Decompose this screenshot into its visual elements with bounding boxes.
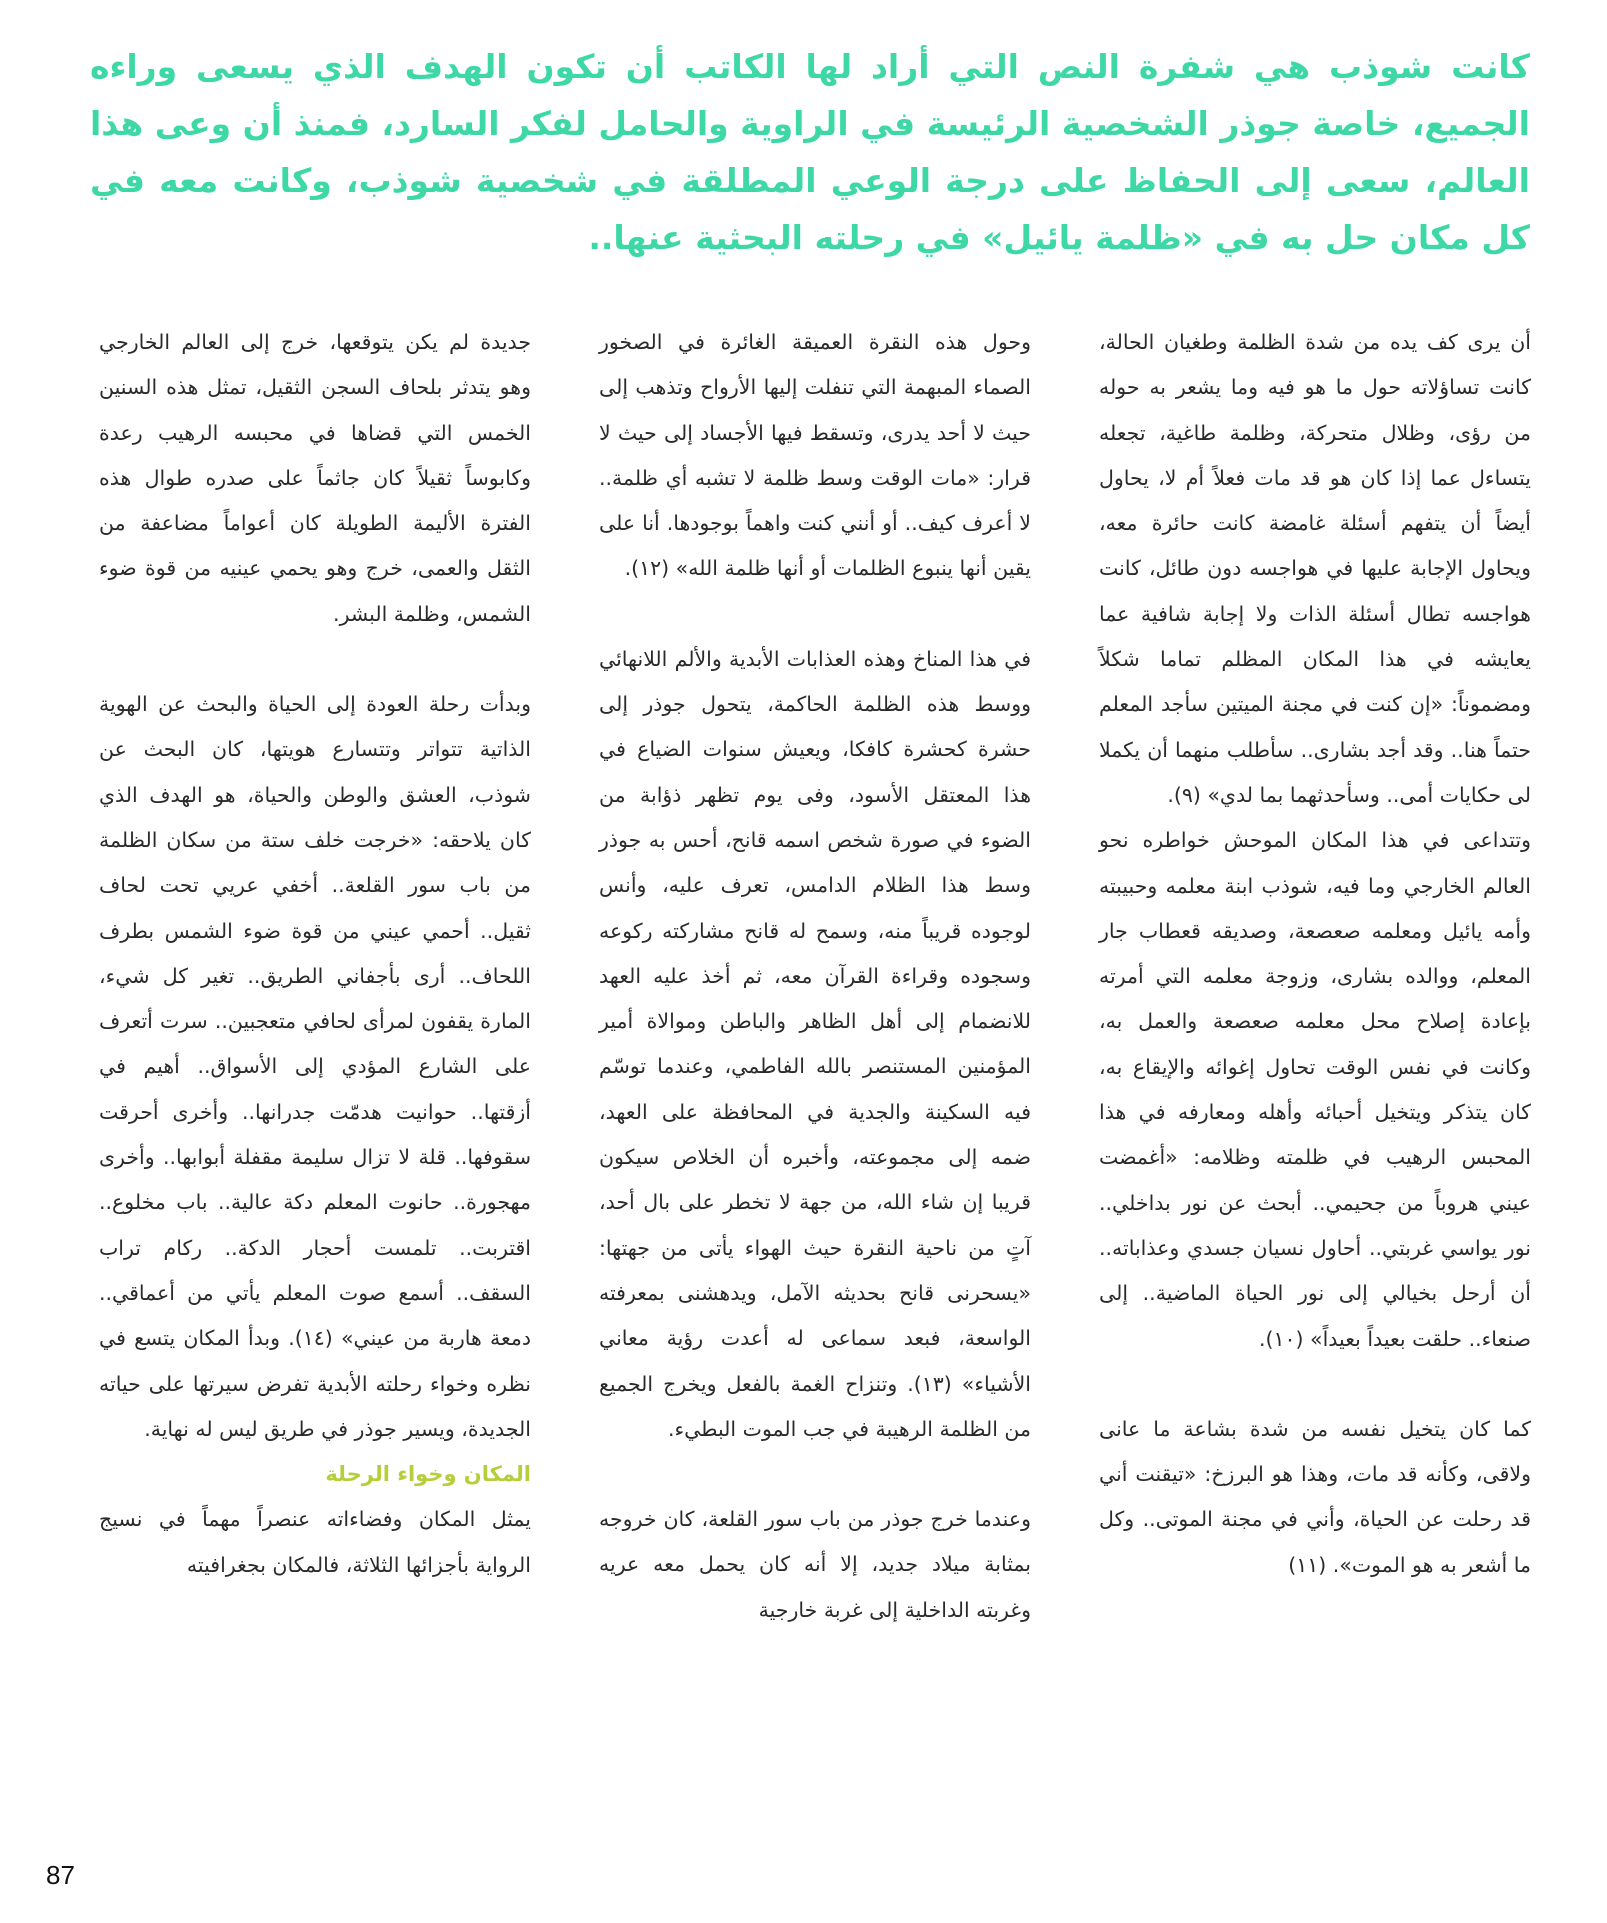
paragraph: في هذا المناخ وهذه العذابات الأبدية والألم اللانهائي ووسط هذه الظلمة الحاكمة، يتحول جوذر إلى حشرة كحشرة كافكا، ويعيش سنوات الضياع في هذا المعتقل الأسود، وفى يوم تظهر ذؤابة من الضوء في صورة شخص اسمه قانح، أحس به جوذر وسط هذا الظلام الدامس، تعرف عليه، وأنس لوجوده قريباً منه، وسمح له قانح مشاركته ركوعه وسجوده وقراءة القرآن معه، ثم أخذ عليه العهد للانضمام إلى أهل الظاهر والباطن وموالاة أمير المؤمنين المستنصر بالله الفاطمي، وعندما توسّم فيه السكينة والجدية في المحافظة على العهد، ضمه إلى مجموعته، وأخبره أن الخلاص سيكون قريبا إن شاء الله، من جهة لا تخطر على بال أحد، آتٍ من ناحية النقرة حيث الهواء يأتى من جهتها: «يسحرنى قانح بحديثه الآمل، ويدهشنى بمعرفته الواسعة، فبعد سماعى له أعدت رؤية معاني الأشياء» (١٣). وتنزاح الغمة بالفعل ويخرج الجميع من الظلمة الرهيبة في جب الموت البطيء. (599, 646, 1031, 1441)
paragraph: وبدأت رحلة العودة إلى الحياة والبحث عن الهوية الذاتية تتواتر وتتسارع هويتها، كان البحث عن شوذب، العشق والوطن والحياة، هو الهدف الذي كان يلاحقه: «خرجت خلف ستة من سكان الظلمة من باب سور القلعة.. أخفي عريي تحت لحاف ثقيل.. أحمي عيني من قوة ضوء الشمس بطرف اللحاف.. أرى بأجفاني الطريق.. تغير كل شيء، المارة يقفون لمرأى لحافي متعجبين.. سرت أتعرف على الشارع المؤدي إلى الأسواق.. أهيم في أزقتها.. حوانيت هدمّت جدرانها.. وأخرى أحرقت سقوفها.. قلة لا تزال سليمة مقفلة أبوابها.. وأخرى مهجورة.. حانوت المعلم دكة عالية.. باب مخلوع.. اقتربت.. تلمست أحجار الدكة.. ركام تراب السقف.. أسمع صوت المعلم يأتي من أعماقي.. دمعة هاربة من عيني» (١٤). وبدأ المكان يتسع في نظره وخواء رحلته الأبدية تفرض سيرتها على حياته الجديدة، ويسير جوذر في طريق ليس له نهاية. (99, 692, 531, 1441)
paragraph: وحول هذه النقرة العميقة الغائرة في الصخور الصماء المبهمة التي تنفلت إليها الأرواح وتذهب إلى حيث لا أحد يدرى، وتسقط فيها الأجساد إلى حيث لا قرار: «مات الوقت وسط ظلمة لا تشبه أي ظلمة.. لا أعرف كيف.. أو أنني كنت واهماً بوجودها. أنا على يقين أنها ينبوع الظلمات أو أنها ظلمة الله» (١٢). (599, 330, 1031, 581)
page-number: 87 (46, 1860, 75, 1890)
paragraph: أن يرى كف يده من شدة الظلمة وطغيان الحالة، كانت تساؤلاته حول ما هو فيه وما يشعر به حوله من رؤى، وظلال متحركة، وظلمة طاغية، تجعله يتساءل عما إذا كان هو قد مات فعلاً أم لا، يحاول أيضاً أن يتفهم أسئلة غامضة كانت حائرة معه، ويحاول الإجابة عليها في هواجسه دون طائل، كانت هواجسه تطال أسئلة الذات ولا إجابة شافية عما يعايشه في هذا المكان المظلم تماما شكلاً ومضموناً: «إن كنت في مجنة الميتين سأجد المعلم حتماً هنا.. وقد أجد بشارى.. سأطلب منهما أن يكملا لى حكايات أمى.. وسأحدثهما بما لدي» (٩). (1099, 330, 1531, 807)
paragraph: وعندما خرج جوذر من باب سور القلعة، كان خروجه بمثابة ميلاد جديد، إلا أنه كان يحمل معه عريه وغربته الداخلية إلى غربة خارجية (599, 1507, 1031, 1622)
paragraph: جديدة لم يكن يتوقعها، خرج إلى العالم الخارجي وهو يتدثر بلحاف السجن الثقيل، تمثل هذه السنين الخمس التي قضاها في محبسه الرهيب رعدة وكابوساً ثقيلاً كان جاثماً على صدره طوال هذه الفترة الأليمة الطويلة كان أعواماً مضاعفة من الثقل والعمى، خرج وهو يحمي عينيه من قوة ضوء الشمس، وظلمة البشر. (99, 330, 531, 626)
paragraph: يمثل المكان وفضاءاته عنصراً مهماً في نسيج الرواية بأجزائها الثلاثة، فالمكان بجغرافيته (99, 1507, 531, 1577)
text-column-right (1099, 320, 1531, 1588)
paragraph: وتتداعى في هذا المكان الموحش خواطره نحو العالم الخارجي وما فيه، شوذب ابنة معلمه وحبيبته وأمه يائيل ومعلمه صعصعة، وصديقه قعطاب جار المعلم، ووالده بشارى، وزوجة معلمه التي أمرته بإعادة إصلاح محل معلمه صعصعة والعمل به، وكانت في نفس الوقت تحاول إغوائه والإيقاع به، كان يتذكر ويتخيل أحبائه وأهله ومعارفه في هذا المحبس الرهيب في ظلمته وظلامه: «أغمضت عيني هروباً من جحيمي.. أبحث عن نور بداخلي.. نور يواسي غربتي.. أحاول نسيان جسدي وعذاباته.. أن أرحل بخيالي إلى نور الحياة الماضية.. إلى صنعاء.. حلقت بعيداً بعيداً» (١٠). (1099, 828, 1531, 1351)
text-column-middle (599, 320, 1031, 1633)
section-subheading: المكان وخواء الرحلة (325, 1462, 531, 1487)
paragraph: كما كان يتخيل نفسه من شدة بشاعة ما عانى ولاقى، وكأنه قد مات، وهذا هو البرزخ: «تيقنت أني قد رحلت عن الحياة، وأني في مجنة الموتى.. وكل ما أشعر به هو الموت». (١١) (1099, 1416, 1531, 1577)
text-column-left (99, 320, 531, 1588)
pull-quote: كانت شوذب هي شفرة النص التي أراد لها الكاتب أن تكون الهدف الذي يسعى وراءه الجميع، خاصة جوذر الشخصية الرئيسة في الراوية والحامل لفكر السارد، فمنذ أن وعى هذا العالم، سعى إلى الحفاظ على درجة الوعي المطلقة في شخصية شوذب، وكانت معه في كل مكان حل به في «ظلمة يائيل» في رحلته البحثية عنها.. (90, 47, 1530, 257)
